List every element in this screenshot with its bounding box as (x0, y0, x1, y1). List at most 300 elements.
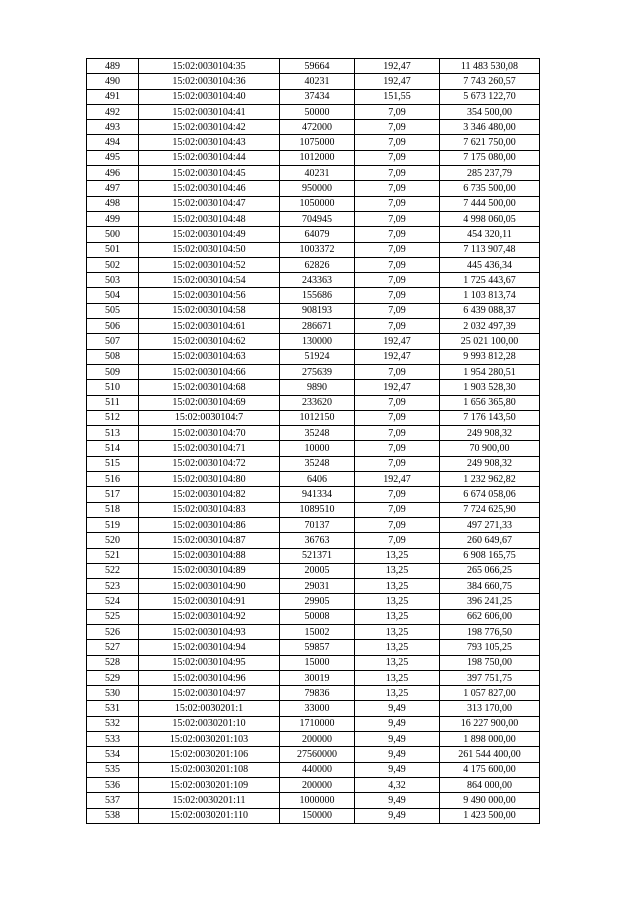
area-cell: 1000000 (280, 793, 355, 808)
area-cell: 50008 (280, 609, 355, 624)
row-number-cell: 518 (87, 502, 139, 517)
cadastral-number-cell: 15:02:0030104:71 (139, 441, 280, 456)
table-row (87, 334, 540, 349)
table-row (87, 747, 540, 762)
row-number-cell: 534 (87, 747, 139, 762)
row-number-cell: 489 (87, 59, 139, 74)
row-number-cell: 506 (87, 319, 139, 334)
specific-value-cell: 7,09 (355, 120, 440, 135)
specific-value-cell: 7,09 (355, 395, 440, 410)
row-number-cell: 502 (87, 257, 139, 272)
cadastral-value-cell: 2 032 497,39 (440, 319, 540, 334)
specific-value-cell: 9,49 (355, 716, 440, 731)
row-number-cell: 516 (87, 472, 139, 487)
area-cell: 472000 (280, 120, 355, 135)
table-row (87, 364, 540, 379)
cadastral-value-cell: 1 954 280,51 (440, 364, 540, 379)
area-cell: 50000 (280, 104, 355, 119)
cadastral-number-cell: 15:02:0030104:92 (139, 609, 280, 624)
specific-value-cell: 7,09 (355, 288, 440, 303)
table-row (87, 104, 540, 119)
row-number-cell: 490 (87, 74, 139, 89)
table-row (87, 349, 540, 364)
area-cell: 59857 (280, 640, 355, 655)
specific-value-cell: 4,32 (355, 777, 440, 792)
table-row (87, 303, 540, 318)
cadastral-number-cell: 15:02:0030104:83 (139, 502, 280, 517)
cadastral-value-cell: 1 103 813,74 (440, 288, 540, 303)
cadastral-number-cell: 15:02:0030201:106 (139, 747, 280, 762)
cadastral-number-cell: 15:02:0030104:54 (139, 273, 280, 288)
row-number-cell: 511 (87, 395, 139, 410)
area-cell: 200000 (280, 732, 355, 747)
table-row (87, 624, 540, 639)
cadastral-number-cell: 15:02:0030104:61 (139, 319, 280, 334)
cadastral-number-cell: 15:02:0030104:82 (139, 487, 280, 502)
row-number-cell: 530 (87, 686, 139, 701)
cadastral-value-cell: 1 725 443,67 (440, 273, 540, 288)
row-number-cell: 493 (87, 120, 139, 135)
area-cell: 1710000 (280, 716, 355, 731)
table-row (87, 686, 540, 701)
cadastral-number-cell: 15:02:0030104:58 (139, 303, 280, 318)
specific-value-cell: 13,25 (355, 548, 440, 563)
area-cell: 35248 (280, 426, 355, 441)
specific-value-cell: 13,25 (355, 640, 440, 655)
table-row (87, 395, 540, 410)
row-number-cell: 522 (87, 563, 139, 578)
cadastral-number-cell: 15:02:0030104:93 (139, 624, 280, 639)
row-number-cell: 528 (87, 655, 139, 670)
row-number-cell: 532 (87, 716, 139, 731)
row-number-cell: 513 (87, 426, 139, 441)
specific-value-cell: 13,25 (355, 579, 440, 594)
cadastral-number-cell: 15:02:0030104:56 (139, 288, 280, 303)
specific-value-cell: 7,09 (355, 257, 440, 272)
row-number-cell: 537 (87, 793, 139, 808)
cadastral-value-cell: 16 227 900,00 (440, 716, 540, 731)
cadastral-number-cell: 15:02:0030201:108 (139, 762, 280, 777)
area-cell: 35248 (280, 456, 355, 471)
specific-value-cell: 192,47 (355, 380, 440, 395)
cadastral-number-cell: 15:02:0030104:48 (139, 211, 280, 226)
row-number-cell: 510 (87, 380, 139, 395)
row-number-cell: 492 (87, 104, 139, 119)
area-cell: 150000 (280, 808, 355, 823)
cadastral-value-cell: 70 900,00 (440, 441, 540, 456)
cadastral-value-cell: 354 500,00 (440, 104, 540, 119)
cadastral-value-cell: 249 908,32 (440, 456, 540, 471)
cadastral-number-cell: 15:02:0030104:62 (139, 334, 280, 349)
table-row (87, 640, 540, 655)
specific-value-cell: 7,09 (355, 227, 440, 242)
specific-value-cell: 7,09 (355, 150, 440, 165)
table-row (87, 288, 540, 303)
specific-value-cell: 7,09 (355, 533, 440, 548)
cadastral-number-cell: 15:02:0030201:103 (139, 732, 280, 747)
specific-value-cell: 7,09 (355, 426, 440, 441)
area-cell: 1075000 (280, 135, 355, 150)
cadastral-value-cell: 4 175 600,00 (440, 762, 540, 777)
area-cell: 275639 (280, 364, 355, 379)
row-number-cell: 495 (87, 150, 139, 165)
row-number-cell: 529 (87, 670, 139, 685)
cadastral-number-cell: 15:02:0030104:96 (139, 670, 280, 685)
cadastral-value-cell: 260 649,67 (440, 533, 540, 548)
table-row (87, 242, 540, 257)
specific-value-cell: 151,55 (355, 89, 440, 104)
cadastral-number-cell: 15:02:0030104:97 (139, 686, 280, 701)
specific-value-cell: 13,25 (355, 624, 440, 639)
row-number-cell: 514 (87, 441, 139, 456)
cadastral-number-cell: 15:02:0030201:10 (139, 716, 280, 731)
cadastral-number-cell: 15:02:0030104:45 (139, 166, 280, 181)
row-number-cell: 525 (87, 609, 139, 624)
cadastral-value-cell: 25 021 100,00 (440, 334, 540, 349)
cadastral-number-cell: 15:02:0030201:110 (139, 808, 280, 823)
row-number-cell: 535 (87, 762, 139, 777)
cadastral-value-cell: 384 660,75 (440, 579, 540, 594)
cadastral-value-table (86, 58, 540, 824)
area-cell: 521371 (280, 548, 355, 563)
cadastral-value-cell: 198 750,00 (440, 655, 540, 670)
table-row (87, 135, 540, 150)
row-number-cell: 507 (87, 334, 139, 349)
cadastral-value-cell: 1 057 827,00 (440, 686, 540, 701)
row-number-cell: 505 (87, 303, 139, 318)
cadastral-value-cell: 445 436,34 (440, 257, 540, 272)
area-cell: 6406 (280, 472, 355, 487)
table-row (87, 196, 540, 211)
cadastral-value-cell: 662 606,00 (440, 609, 540, 624)
row-number-cell: 536 (87, 777, 139, 792)
area-cell: 908193 (280, 303, 355, 318)
table-row (87, 701, 540, 716)
cadastral-number-cell: 15:02:0030104:89 (139, 563, 280, 578)
area-cell: 200000 (280, 777, 355, 792)
specific-value-cell: 7,09 (355, 517, 440, 532)
row-number-cell: 501 (87, 242, 139, 257)
specific-value-cell: 7,09 (355, 104, 440, 119)
cadastral-value-cell: 7 621 750,00 (440, 135, 540, 150)
row-number-cell: 526 (87, 624, 139, 639)
table-row (87, 410, 540, 425)
table-row (87, 150, 540, 165)
specific-value-cell: 13,25 (355, 655, 440, 670)
cadastral-value-cell: 249 908,32 (440, 426, 540, 441)
cadastral-number-cell: 15:02:0030104:69 (139, 395, 280, 410)
cadastral-number-cell: 15:02:0030104:63 (139, 349, 280, 364)
area-cell: 40231 (280, 166, 355, 181)
cadastral-value-cell: 261 544 400,00 (440, 747, 540, 762)
row-number-cell: 517 (87, 487, 139, 502)
row-number-cell: 531 (87, 701, 139, 716)
cadastral-number-cell: 15:02:0030104:36 (139, 74, 280, 89)
table-row (87, 181, 540, 196)
table-row (87, 609, 540, 624)
cadastral-value-cell: 3 346 480,00 (440, 120, 540, 135)
specific-value-cell: 9,49 (355, 762, 440, 777)
row-number-cell: 496 (87, 166, 139, 181)
area-cell: 1050000 (280, 196, 355, 211)
cadastral-number-cell: 15:02:0030104:41 (139, 104, 280, 119)
area-cell: 1089510 (280, 502, 355, 517)
cadastral-number-cell: 15:02:0030104:72 (139, 456, 280, 471)
area-cell: 286671 (280, 319, 355, 334)
cadastral-value-cell: 396 241,25 (440, 594, 540, 609)
specific-value-cell: 7,09 (355, 211, 440, 226)
cadastral-number-cell: 15:02:0030104:86 (139, 517, 280, 532)
table-row (87, 456, 540, 471)
specific-value-cell: 7,09 (355, 181, 440, 196)
cadastral-number-cell: 15:02:0030104:94 (139, 640, 280, 655)
area-cell: 51924 (280, 349, 355, 364)
specific-value-cell: 7,09 (355, 456, 440, 471)
area-cell: 36763 (280, 533, 355, 548)
cadastral-value-cell: 313 170,00 (440, 701, 540, 716)
row-number-cell: 494 (87, 135, 139, 150)
table-row (87, 517, 540, 532)
table-row (87, 732, 540, 747)
area-cell: 29031 (280, 579, 355, 594)
specific-value-cell: 7,09 (355, 487, 440, 502)
specific-value-cell: 7,09 (355, 196, 440, 211)
table-row (87, 211, 540, 226)
cadastral-value-cell: 11 483 530,08 (440, 59, 540, 74)
area-cell: 15000 (280, 655, 355, 670)
cadastral-value-cell: 454 320,11 (440, 227, 540, 242)
cadastral-value-cell: 6 674 058,06 (440, 487, 540, 502)
area-cell: 64079 (280, 227, 355, 242)
table-row (87, 533, 540, 548)
area-cell: 950000 (280, 181, 355, 196)
specific-value-cell: 7,09 (355, 273, 440, 288)
table-row (87, 380, 540, 395)
row-number-cell: 538 (87, 808, 139, 823)
specific-value-cell: 7,09 (355, 441, 440, 456)
area-cell: 59664 (280, 59, 355, 74)
cadastral-number-cell: 15:02:0030104:7 (139, 410, 280, 425)
table-row (87, 563, 540, 578)
row-number-cell: 508 (87, 349, 139, 364)
table-row (87, 273, 540, 288)
table-row (87, 166, 540, 181)
table-row (87, 670, 540, 685)
cadastral-value-cell: 397 751,75 (440, 670, 540, 685)
cadastral-number-cell: 15:02:0030104:91 (139, 594, 280, 609)
row-number-cell: 533 (87, 732, 139, 747)
table-row (87, 89, 540, 104)
area-cell: 440000 (280, 762, 355, 777)
specific-value-cell: 192,47 (355, 334, 440, 349)
cadastral-number-cell: 15:02:0030104:42 (139, 120, 280, 135)
cadastral-number-cell: 15:02:0030104:40 (139, 89, 280, 104)
row-number-cell: 504 (87, 288, 139, 303)
area-cell: 233620 (280, 395, 355, 410)
row-number-cell: 498 (87, 196, 139, 211)
area-cell: 37434 (280, 89, 355, 104)
cadastral-number-cell: 15:02:0030104:52 (139, 257, 280, 272)
specific-value-cell: 13,25 (355, 670, 440, 685)
table-row (87, 716, 540, 731)
cadastral-value-cell: 1 903 528,30 (440, 380, 540, 395)
area-cell: 130000 (280, 334, 355, 349)
row-number-cell: 509 (87, 364, 139, 379)
cadastral-value-cell: 864 000,00 (440, 777, 540, 792)
row-number-cell: 521 (87, 548, 139, 563)
specific-value-cell: 9,49 (355, 701, 440, 716)
cadastral-value-cell: 1 423 500,00 (440, 808, 540, 823)
row-number-cell: 512 (87, 410, 139, 425)
table-row (87, 548, 540, 563)
specific-value-cell: 7,09 (355, 319, 440, 334)
specific-value-cell: 13,25 (355, 609, 440, 624)
table-row (87, 487, 540, 502)
table-row (87, 257, 540, 272)
specific-value-cell: 7,09 (355, 166, 440, 181)
area-cell: 10000 (280, 441, 355, 456)
row-number-cell: 523 (87, 579, 139, 594)
area-cell: 1012000 (280, 150, 355, 165)
cadastral-number-cell: 15:02:0030104:44 (139, 150, 280, 165)
cadastral-value-cell: 7 724 625,90 (440, 502, 540, 517)
specific-value-cell: 13,25 (355, 594, 440, 609)
cadastral-number-cell: 15:02:0030104:70 (139, 426, 280, 441)
row-number-cell: 491 (87, 89, 139, 104)
cadastral-value-cell: 5 673 122,70 (440, 89, 540, 104)
specific-value-cell: 13,25 (355, 686, 440, 701)
cadastral-number-cell: 15:02:0030104:80 (139, 472, 280, 487)
area-cell: 1012150 (280, 410, 355, 425)
specific-value-cell: 13,25 (355, 563, 440, 578)
cadastral-number-cell: 15:02:0030104:35 (139, 59, 280, 74)
table-row (87, 777, 540, 792)
cadastral-value-cell: 7 113 907,48 (440, 242, 540, 257)
area-cell: 155686 (280, 288, 355, 303)
table-row (87, 594, 540, 609)
cadastral-value-cell: 7 175 080,00 (440, 150, 540, 165)
cadastral-value-cell: 6 908 165,75 (440, 548, 540, 563)
area-cell: 33000 (280, 701, 355, 716)
cadastral-number-cell: 15:02:0030104:49 (139, 227, 280, 242)
row-number-cell: 500 (87, 227, 139, 242)
cadastral-value-cell: 4 998 060,05 (440, 211, 540, 226)
specific-value-cell: 7,09 (355, 502, 440, 517)
cadastral-value-cell: 6 439 088,37 (440, 303, 540, 318)
area-cell: 70137 (280, 517, 355, 532)
area-cell: 79836 (280, 686, 355, 701)
table-row (87, 227, 540, 242)
specific-value-cell: 192,47 (355, 74, 440, 89)
table-row (87, 120, 540, 135)
cadastral-value-cell: 7 176 143,50 (440, 410, 540, 425)
cadastral-number-cell: 15:02:0030104:43 (139, 135, 280, 150)
specific-value-cell: 9,49 (355, 747, 440, 762)
cadastral-value-cell: 1 656 365,80 (440, 395, 540, 410)
specific-value-cell: 9,49 (355, 808, 440, 823)
table-row (87, 426, 540, 441)
table-row (87, 793, 540, 808)
table-row (87, 74, 540, 89)
table-row (87, 655, 540, 670)
cadastral-number-cell: 15:02:0030104:47 (139, 196, 280, 211)
area-cell: 62826 (280, 257, 355, 272)
table-row (87, 579, 540, 594)
specific-value-cell: 192,47 (355, 59, 440, 74)
row-number-cell: 524 (87, 594, 139, 609)
cadastral-number-cell: 15:02:0030104:68 (139, 380, 280, 395)
area-cell: 40231 (280, 74, 355, 89)
specific-value-cell: 7,09 (355, 303, 440, 318)
cadastral-value-cell: 793 105,25 (440, 640, 540, 655)
table-row (87, 59, 540, 74)
cadastral-number-cell: 15:02:0030201:11 (139, 793, 280, 808)
cadastral-value-cell: 7 444 500,00 (440, 196, 540, 211)
area-cell: 941334 (280, 487, 355, 502)
area-cell: 29905 (280, 594, 355, 609)
area-cell: 704945 (280, 211, 355, 226)
area-cell: 243363 (280, 273, 355, 288)
specific-value-cell: 7,09 (355, 135, 440, 150)
area-cell: 1003372 (280, 242, 355, 257)
cadastral-value-cell: 9 993 812,28 (440, 349, 540, 364)
cadastral-number-cell: 15:02:0030104:90 (139, 579, 280, 594)
cadastral-value-cell: 7 743 260,57 (440, 74, 540, 89)
table-row (87, 502, 540, 517)
table-row (87, 319, 540, 334)
cadastral-value-cell: 6 735 500,00 (440, 181, 540, 196)
row-number-cell: 497 (87, 181, 139, 196)
table-row (87, 472, 540, 487)
table-row (87, 762, 540, 777)
table-body (87, 59, 540, 824)
cadastral-value-cell: 285 237,79 (440, 166, 540, 181)
cadastral-value-cell: 198 776,50 (440, 624, 540, 639)
table-row (87, 441, 540, 456)
cadastral-value-cell: 1 232 962,82 (440, 472, 540, 487)
specific-value-cell: 9,49 (355, 793, 440, 808)
cadastral-number-cell: 15:02:0030104:88 (139, 548, 280, 563)
cadastral-number-cell: 15:02:0030104:87 (139, 533, 280, 548)
specific-value-cell: 7,09 (355, 364, 440, 379)
area-cell: 20005 (280, 563, 355, 578)
area-cell: 9890 (280, 380, 355, 395)
area-cell: 15002 (280, 624, 355, 639)
specific-value-cell: 192,47 (355, 349, 440, 364)
cadastral-number-cell: 15:02:0030104:66 (139, 364, 280, 379)
row-number-cell: 515 (87, 456, 139, 471)
specific-value-cell: 7,09 (355, 410, 440, 425)
cadastral-number-cell: 15:02:0030104:46 (139, 181, 280, 196)
row-number-cell: 503 (87, 273, 139, 288)
row-number-cell: 499 (87, 211, 139, 226)
specific-value-cell: 192,47 (355, 472, 440, 487)
cadastral-number-cell: 15:02:0030104:50 (139, 242, 280, 257)
cadastral-value-cell: 497 271,33 (440, 517, 540, 532)
cadastral-number-cell: 15:02:0030201:109 (139, 777, 280, 792)
table-row (87, 808, 540, 823)
area-cell: 30019 (280, 670, 355, 685)
row-number-cell: 520 (87, 533, 139, 548)
cadastral-number-cell: 15:02:0030104:95 (139, 655, 280, 670)
row-number-cell: 519 (87, 517, 139, 532)
cadastral-value-cell: 9 490 000,00 (440, 793, 540, 808)
cadastral-value-cell: 1 898 000,00 (440, 732, 540, 747)
specific-value-cell: 9,49 (355, 732, 440, 747)
cadastral-number-cell: 15:02:0030201:1 (139, 701, 280, 716)
area-cell: 27560000 (280, 747, 355, 762)
specific-value-cell: 7,09 (355, 242, 440, 257)
